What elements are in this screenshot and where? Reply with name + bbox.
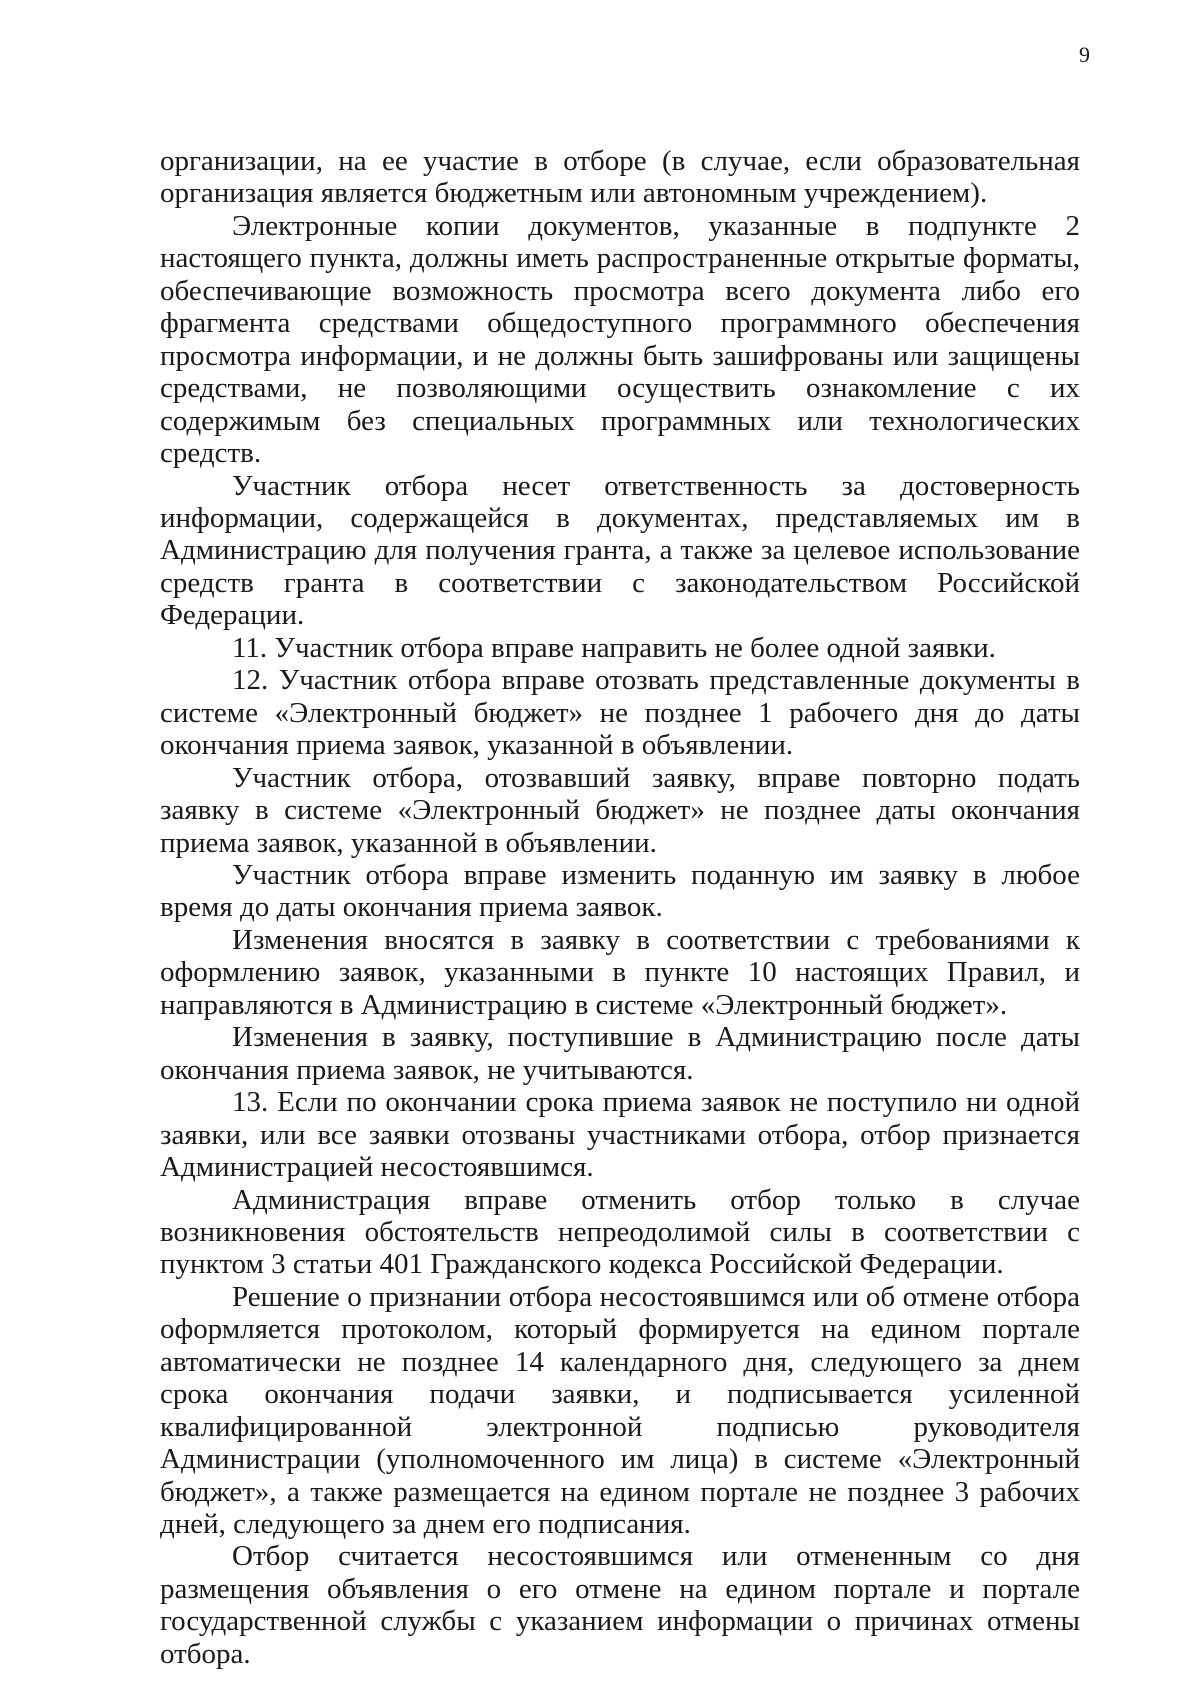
paragraph-changes-submission: Изменения вносятся в заявку в соответствии с требованиями к оформлению заявок, указанными в пункте 10 настоящих Правил, и направляются в Администрацию в системе «Электронный бюджет». xyxy=(160,923,1080,1021)
paragraph-electronic-copies: Электронные копии документов, указанные в подпункте 2 настоящего пункта, должны иметь распространенные открытые форматы, обеспечивающие возможность просмотра всего документа либо его фрагмента средствами общедоступного программного обеспечения просмотра информации, и не должны быть зашифрованы или защищены средствами, не позволяющими осуществить ознакомление с их содержимым без специальных программных или технологических средств. xyxy=(160,209,1080,470)
paragraph-selection-void: Отбор считается несостоявшимся или отмененным со дня размещения объявления о его отмене на едином портале и портале государственной службы с указанием информации о причинах отмены отбора. xyxy=(160,1540,1080,1670)
paragraph-continuation: организации, на ее участие в отборе (в случае, если образовательная организация является бюджетным или автономным учреждением). xyxy=(160,145,1080,210)
paragraph-resubmit: Участник отбора, отозвавший заявку, вправе повторно подать заявку в системе «Электронный бюджет» не позднее даты окончания приема заявок, указанной в объявлении. xyxy=(160,761,1080,859)
paragraph-participant-responsibility: Участник отбора несет ответственность за достоверность информации, содержащейся в документах, представляемых им в Администрацию для получения гранта, а также за целевое использование средств гранта в соответствии с законодательством Российской Федерации. xyxy=(160,469,1080,632)
paragraph-decision-protocol: Решение о признании отбора несостоявшимся или об отмене отбора оформляется протоколом, который формируется на едином портале автоматически не позднее 14 календарного дня, следующего за днем срока окончания подачи заявки, и подписывается усиленной квалифицированной электронной подписью руководителя Администрации (уполномоченного им лица) в системе «Электронный бюджет», а также размещается на едином портале не позднее 3 рабочих дней, следующего за днем его подписания. xyxy=(160,1280,1080,1541)
page-number: 9 xyxy=(1079,42,1090,67)
paragraph-item-11: 11. Участник отбора вправе направить не более одной заявки. xyxy=(232,631,996,664)
paragraph-modify-application: Участник отбора вправе изменить поданную им заявку в любое время до даты окончания приема заявок. xyxy=(160,858,1080,924)
document-body xyxy=(160,145,1080,1670)
paragraph-late-changes: Изменения в заявку, поступившие в Администрацию после даты окончания приема заявок, не учитываются. xyxy=(160,1021,1080,1086)
paragraph-item-13: 13. Если по окончании срока приема заявок не поступило ни одной заявки, или все заявки отозваны участниками отбора, отбор признается Администрацией несостоявшимся. xyxy=(160,1086,1080,1184)
paragraph-cancel-selection: Администрация вправе отменить отбор только в случае возникновения обстоятельств непреодолимой силы в соответствии с пунктом 3 статьи 401 Гражданского кодекса Российской Федерации. xyxy=(160,1183,1080,1281)
paragraph-item-12: 12. Участник отбора вправе отозвать представленные документы в системе «Электронный бюджет» не позднее 1 рабочего дня до даты окончания приема заявок, указанной в объявлении. xyxy=(160,664,1080,762)
